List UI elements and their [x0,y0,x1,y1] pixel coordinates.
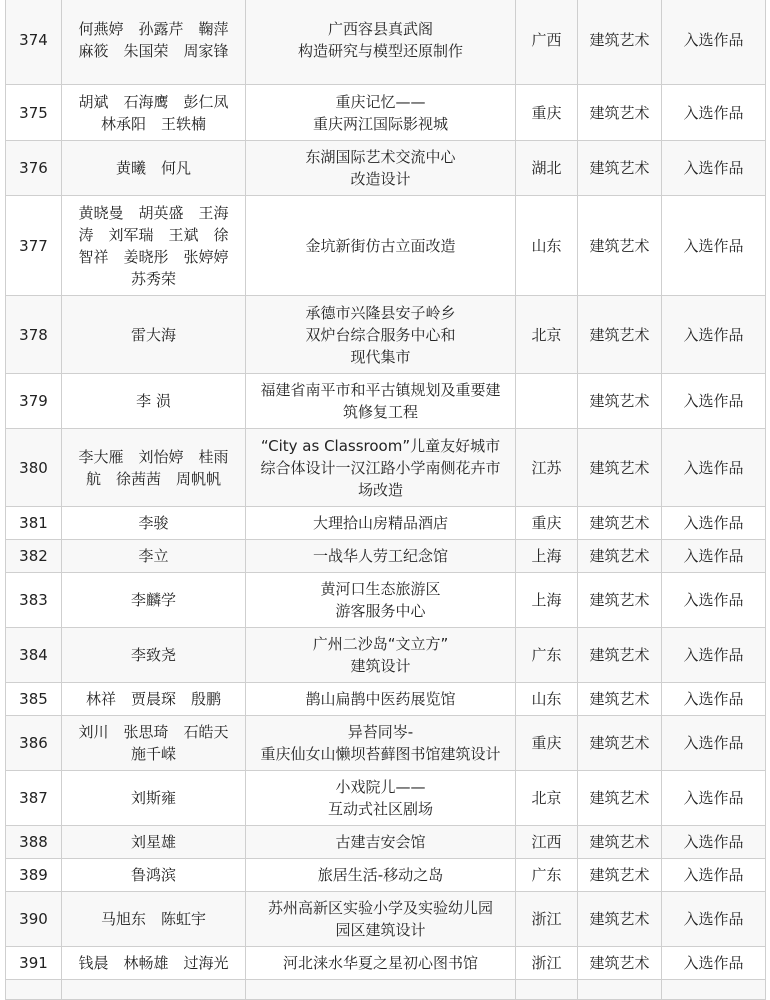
row-number: 383 [6,573,62,628]
author-names: 林祥 贾晨琛 殷鹏 [62,683,246,716]
author-names: 李立 [62,540,246,573]
category: 建筑艺术 [578,85,662,141]
work-title [246,980,516,1000]
author-names: 马旭东 陈虹宇 [62,892,246,947]
table-row [6,374,766,429]
work-title: 一战华人劳工纪念馆 [246,540,516,573]
result: 入选作品 [662,540,766,573]
result [662,980,766,1000]
work-title: 重庆记忆—— 重庆两江国际影视城 [246,85,516,141]
result: 入选作品 [662,826,766,859]
author-names: 刘星雄 [62,826,246,859]
category: 建筑艺术 [578,296,662,374]
table-row [6,859,766,892]
table-row [6,716,766,771]
row-number: 378 [6,296,62,374]
category: 建筑艺术 [578,826,662,859]
result: 入选作品 [662,196,766,296]
author-names: 黄曦 何凡 [62,141,246,196]
table-row [6,628,766,683]
row-number: 381 [6,507,62,540]
province: 江苏 [516,429,578,507]
author-names: 李大雁 刘怡婷 桂雨航 徐茜茜 周帆帆 [62,429,246,507]
row-number: 380 [6,429,62,507]
work-title: 广州二沙岛“文立方” 建筑设计 [246,628,516,683]
author-names: 李麟学 [62,573,246,628]
category: 建筑艺术 [578,374,662,429]
table-row [6,771,766,826]
row-number: 374 [6,0,62,85]
category: 建筑艺术 [578,0,662,85]
table-row [6,196,766,296]
row-number: 379 [6,374,62,429]
province: 浙江 [516,892,578,947]
result: 入选作品 [662,683,766,716]
row-number: 387 [6,771,62,826]
result: 入选作品 [662,716,766,771]
author-names: 何燕婷 孙露芹 鞠萍 麻筱 朱国荣 周家锋 [62,0,246,85]
row-number: 388 [6,826,62,859]
category: 建筑艺术 [578,141,662,196]
work-title: 异苔同岑- 重庆仙女山懒坝苔藓图书馆建筑设计 [246,716,516,771]
author-names: 黄晓曼 胡英盛 王海涛 刘军瑞 王斌 徐智祥 姜晓彤 张婷婷 苏秀荣 [62,196,246,296]
work-title: 鹊山扁鹊中医药展览馆 [246,683,516,716]
result: 入选作品 [662,628,766,683]
table-row [6,429,766,507]
works-table [5,0,766,1000]
result: 入选作品 [662,892,766,947]
row-number: 391 [6,947,62,980]
author-names: 雷大海 [62,296,246,374]
province: 重庆 [516,507,578,540]
result: 入选作品 [662,429,766,507]
row-number: 390 [6,892,62,947]
row-number: 375 [6,85,62,141]
work-title: 金坑新街仿古立面改造 [246,196,516,296]
province: 上海 [516,540,578,573]
province: 重庆 [516,716,578,771]
result: 入选作品 [662,771,766,826]
row-number: 376 [6,141,62,196]
category: 建筑艺术 [578,573,662,628]
category [578,980,662,1000]
table-row [6,573,766,628]
work-title: 黄河口生态旅游区 游客服务中心 [246,573,516,628]
work-title: 旅居生活-移动之岛 [246,859,516,892]
author-names: 刘川 张思琦 石皓天 施千嵘 [62,716,246,771]
work-title: 大理拾山房精品酒店 [246,507,516,540]
category: 建筑艺术 [578,507,662,540]
author-names: 刘斯雍 [62,771,246,826]
result: 入选作品 [662,141,766,196]
category: 建筑艺术 [578,196,662,296]
province: 北京 [516,296,578,374]
row-number: 389 [6,859,62,892]
row-number: 377 [6,196,62,296]
category: 建筑艺术 [578,628,662,683]
province: 江西 [516,826,578,859]
work-title: “City as Classroom”儿童友好城市综合体设计一汉江路小学南侧花卉市场改造 [246,429,516,507]
category: 建筑艺术 [578,540,662,573]
table-row [6,980,766,1000]
province: 山东 [516,196,578,296]
province: 广西 [516,0,578,85]
work-title: 小戏院儿—— 互动式社区剧场 [246,771,516,826]
category: 建筑艺术 [578,892,662,947]
row-number: 386 [6,716,62,771]
result: 入选作品 [662,0,766,85]
category: 建筑艺术 [578,947,662,980]
province: 浙江 [516,947,578,980]
author-names: 钱晨 林畅雄 过海光 [62,947,246,980]
work-title: 广西容县真武阁 构造研究与模型还原制作 [246,0,516,85]
row-number: 384 [6,628,62,683]
province [516,374,578,429]
author-names: 李致尧 [62,628,246,683]
author-names: 李骏 [62,507,246,540]
category: 建筑艺术 [578,771,662,826]
category: 建筑艺术 [578,683,662,716]
table-row [6,826,766,859]
result: 入选作品 [662,573,766,628]
work-title: 东湖国际艺术交流中心 改造设计 [246,141,516,196]
work-title: 福建省南平市和平古镇规划及重要建筑修复工程 [246,374,516,429]
table-row [6,141,766,196]
works-table-body [6,0,766,1000]
table-row [6,296,766,374]
province: 重庆 [516,85,578,141]
province: 广东 [516,859,578,892]
work-title: 承德市兴隆县安子岭乡 双炉台综合服务中心和 现代集市 [246,296,516,374]
province: 上海 [516,573,578,628]
table-row [6,85,766,141]
work-title: 古建吉安会馆 [246,826,516,859]
table-row [6,540,766,573]
province: 广东 [516,628,578,683]
row-number: 382 [6,540,62,573]
table-row [6,683,766,716]
table-row [6,0,766,85]
province: 湖北 [516,141,578,196]
category: 建筑艺术 [578,429,662,507]
result: 入选作品 [662,85,766,141]
author-names: 胡斌 石海鹰 彭仁凤 林承阳 王轶楠 [62,85,246,141]
province: 山东 [516,683,578,716]
result: 入选作品 [662,296,766,374]
category: 建筑艺术 [578,716,662,771]
result: 入选作品 [662,374,766,429]
province: 北京 [516,771,578,826]
table-row [6,507,766,540]
author-names [62,980,246,1000]
result: 入选作品 [662,507,766,540]
result: 入选作品 [662,947,766,980]
table-row [6,947,766,980]
table-row [6,892,766,947]
province [516,980,578,1000]
category: 建筑艺术 [578,859,662,892]
work-title: 河北涞水华夏之星初心图书馆 [246,947,516,980]
author-names: 鲁鸿滨 [62,859,246,892]
author-names: 李 涢 [62,374,246,429]
row-number: 385 [6,683,62,716]
result: 入选作品 [662,859,766,892]
work-title: 苏州高新区实验小学及实验幼儿园 园区建筑设计 [246,892,516,947]
row-number [6,980,62,1000]
